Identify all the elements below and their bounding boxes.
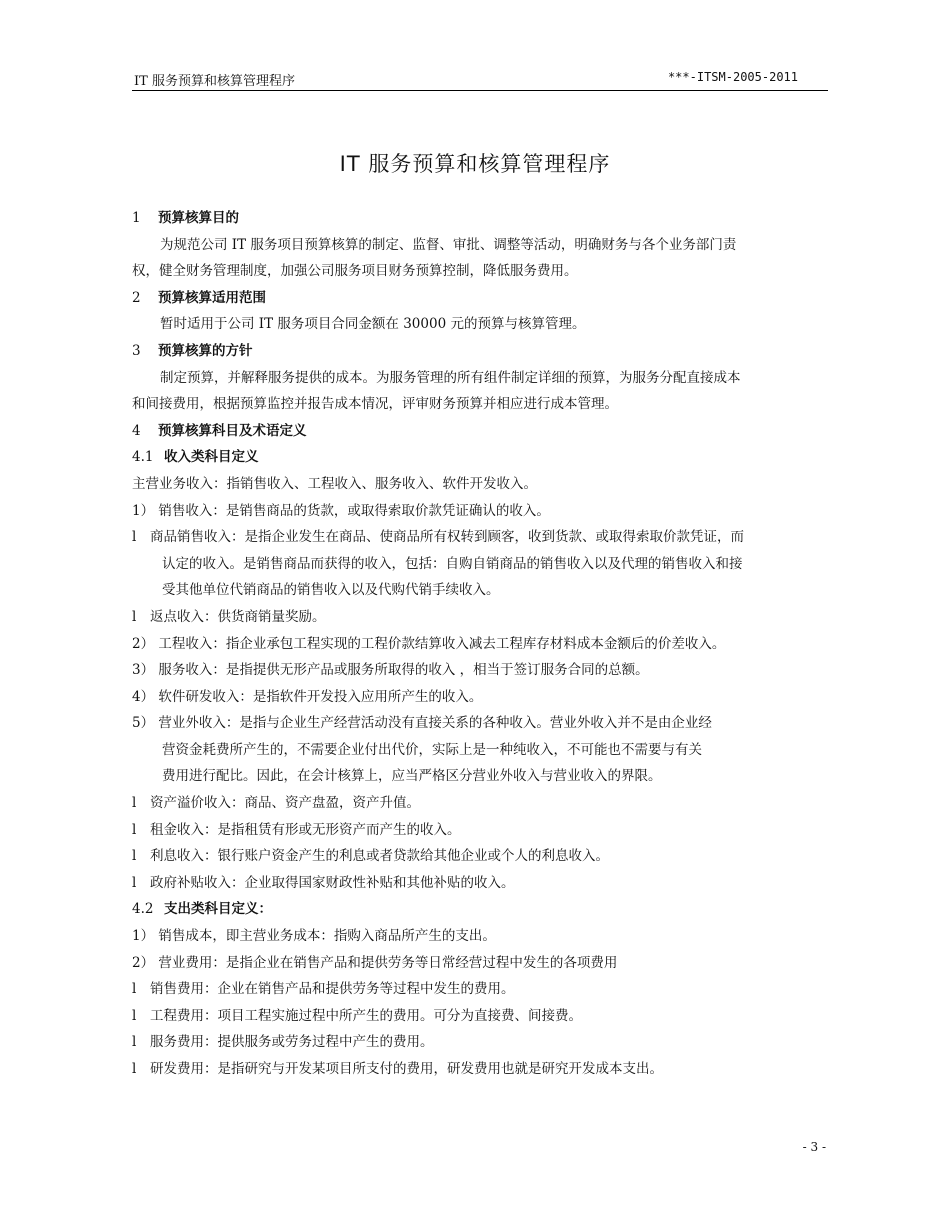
list-item: 1） 销售收入：是销售商品的货款，或取得索取价款凭证确认的收入。	[132, 502, 550, 519]
paragraph: 制定预算，并解释服务提供的成本。为服务管理的所有组件制定详细的预算，为服务分配直接成本	[160, 369, 741, 386]
list-item: l 政府补贴收入：企业取得国家财政性补贴和其他补贴的收入。	[132, 870, 828, 897]
page-header	[132, 66, 828, 91]
list-item: 2） 营业费用：是指企业在销售产品和提供劳务等日常经营过程中发生的各项费用	[132, 954, 618, 971]
section-heading-2: 2 预算核算适用范围	[132, 289, 266, 306]
list-item: 3） 服务收入：是指提供无形产品或服务所取得的收入 ，相当于签订服务合同的总额。	[132, 662, 649, 679]
document-body	[132, 205, 828, 1083]
paragraph: 暂时适用于公司 IT 服务项目合同金额在 30000 元的预算与核算管理。	[160, 316, 586, 333]
section-heading-3: 3 预算核算的方针	[132, 342, 253, 359]
list-item: l 工程费用：项目工程实施过程中所产生的费用。可分为直接费、间接费。	[132, 1003, 828, 1030]
list-item: l 研发费用：是指研究与开发某项目所支付的费用，研发费用也就是研究开发成本支出。	[132, 1056, 828, 1083]
list-item-continuation: 认定的收入。是销售商品而获得的收入，包括：自购自销商品的销售收入以及代理的销售收入和接	[162, 555, 743, 572]
bullet-icon: l	[132, 1034, 137, 1051]
bullet-icon: l	[132, 1061, 137, 1077]
list-item: l 利息收入：银行账户资金产生的利息或者贷款给其他企业或个人的利息收入。	[132, 843, 828, 870]
list-item: l 返点收入：供货商销量奖励。	[132, 604, 828, 631]
header-doc-code: ***-ITSM-2005-2011	[667, 70, 798, 84]
bullet-icon: l	[132, 821, 137, 838]
page-number: - 3 -	[802, 1140, 826, 1154]
list-item: l 租金收入：是指租赁有形或无形资产而产生的收入。	[132, 817, 828, 844]
document-title: IT 服务预算和核算管理程序	[339, 152, 611, 176]
list-item: 5） 营业外收入：是指与企业生产经营活动没有直接关系的各种收入。营业外收入并不是由企业经	[132, 715, 712, 732]
list-item: l 商品销售收入：是指企业发生在商品、使商品所有权转到顾客，收到货款、或取得索取价款凭证，而	[132, 524, 828, 551]
section-heading-4: 4 预算核算科目及术语定义	[132, 422, 307, 439]
bullet-icon: l	[132, 981, 137, 998]
bullet-icon: l	[132, 608, 137, 625]
bullet-icon: l	[132, 1007, 137, 1024]
paragraph: 权，健全财务管理制度，加强公司服务项目财务预算控制，降低服务费用。	[132, 263, 578, 280]
paragraph: 和间接费用，根据预算监控并报告成本情况，评审财务预算并相应进行成本管理。	[132, 396, 618, 413]
bullet-icon: l	[132, 874, 137, 891]
header-title: IT 服务预算和核算管理程序	[134, 74, 295, 89]
list-item: l 资产溢价收入：商品、资产盘盈，资产升值。	[132, 790, 828, 817]
bullet-icon: l	[132, 848, 137, 865]
section-heading-4-2: 4.2 支出类科目定义：	[132, 901, 272, 918]
bullet-icon: l	[132, 529, 137, 546]
list-item-continuation: 受其他单位代销商品的销售收入以及代购代销手续收入。	[162, 582, 500, 599]
list-item: 主营业务收入：指销售收入、工程收入、服务收入、软件开发收入。	[132, 475, 537, 492]
list-item-continuation: 营资金耗费所产生的，不需要企业付出代价，实际上是一种纯收入，不可能也不需要与有关	[162, 741, 702, 758]
list-item: 2） 工程收入：指企业承包工程实现的工程价款结算收入减去工程库存材料成本金额后的价差收入。	[132, 635, 726, 652]
section-heading-4-1: 4.1 收入类科目定义	[132, 449, 259, 466]
list-item-continuation: 费用进行配比。因此，在会计核算上，应当严格区分营业外收入与营业收入的界限。	[162, 768, 662, 785]
list-item: 4） 软件研发收入：是指软件开发投入应用所产生的收入。	[132, 688, 483, 705]
paragraph: 为规范公司 IT 服务项目预算核算的制定、监督、审批、调整等活动，明确财务与各个业务部门责	[160, 236, 737, 253]
list-item: l 销售费用：企业在销售产品和提供劳务等过程中发生的费用。	[132, 976, 828, 1003]
list-item: l 服务费用：提供服务或劳务过程中产生的费用。	[132, 1029, 828, 1056]
list-item: 1） 销售成本，即主营业务成本：指购入商品所产生的支出。	[132, 928, 496, 945]
bullet-icon: l	[132, 795, 137, 812]
section-heading-1: 1 预算核算目的	[132, 210, 239, 226]
